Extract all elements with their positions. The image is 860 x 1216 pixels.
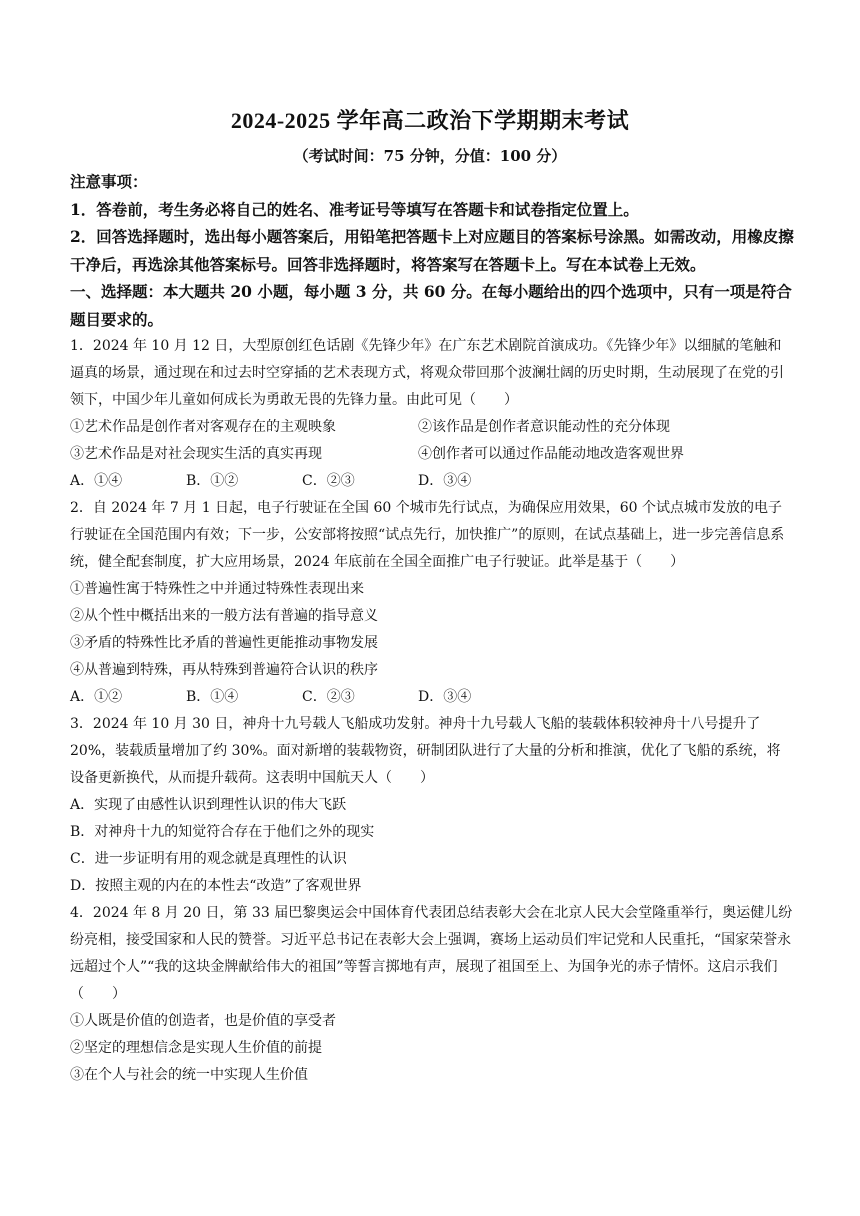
question-2 xyxy=(70,495,794,711)
statement-1: ①艺术作品是创作者对客观存在的主观映象 xyxy=(70,419,336,435)
statement-row xyxy=(70,441,794,468)
section-heading: 一、选择题：本大题共 20 小题，每小题 3 分，共 60 分。在每小题给出的四个选项中，只有一项是符合题目要求的。 xyxy=(70,282,792,329)
choice-d: D．按照主观的内在的本性去“改造”了客观世界 xyxy=(70,878,362,894)
choices-row xyxy=(70,684,794,711)
notes-heading: 注意事项： xyxy=(70,172,148,191)
question-4 xyxy=(70,900,794,1089)
choice-b: B．①② xyxy=(186,473,239,489)
note-item-2: 2．回答选择题时，选出每小题答案后，用铅笔把答题卡上对应题目的答案标号涂黑。如需改动，用橡皮擦干净后，再选涂其他答案标号。回答非选择题时，将答案写在答题卡上。写在本试卷上无效。 xyxy=(70,227,794,274)
statement-4: ④创作者可以通过作品能动地改造客观世界 xyxy=(418,446,684,462)
choice-b: B．对神舟十九的知觉符合存在于他们之外的现实 xyxy=(70,824,375,840)
statement-row xyxy=(70,414,794,441)
choice-c: C．进一步证明有用的观念就是真理性的认识 xyxy=(70,851,347,867)
question-stem: 3．2024 年 10 月 30 日，神舟十九号载人飞船成功发射。神舟十九号载人飞船的装载体积较神舟十八号提升了 20%，装载质量增加了约 30%。面对新增的装载物资，研制团队进行了大量的分析和推演，优化了飞船的系统，将设备更新换代，从而提升载荷。这表明中国航天人（ ） xyxy=(70,716,781,786)
statement-2: ②坚定的理想信念是实现人生价值的前提 xyxy=(70,1040,322,1056)
exam-body xyxy=(70,168,794,1089)
choice-a: A．①② xyxy=(70,689,123,705)
choices-row xyxy=(70,468,794,495)
choice-a: A．①④ xyxy=(70,473,123,489)
question-stem: 2．自 2024 年 7 月 1 日起，电子行驶证在全国 60 个城市先行试点，为确保应用效果，60 个试点城市发放的电子行驶证在全国范围内有效；下一步，公安部将按照“试点先行，加快推广”的原则，在试点基础上，进一步完善信息系统，健全配套制度，扩大应用场景，2024 年底前在全国全面推广电子行驶证。此举是基于（ ） xyxy=(70,500,785,570)
statement-2: ②该作品是创作者意识能动性的充分体现 xyxy=(418,419,670,435)
statement-2: ②从个性中概括出来的一般方法有普遍的指导意义 xyxy=(70,608,378,624)
statement-3: ③矛盾的特殊性比矛盾的普遍性更能推动事物发展 xyxy=(70,635,378,651)
question-stem: 4．2024 年 8 月 20 日，第 33 届巴黎奥运会中国体育代表团总结表彰大会在北京人民大会堂隆重举行，奥运健儿纷纷亮相，接受国家和人民的赞誉。习近平总书记在表彰大会上强调，赛场上运动员们牢记党和人民重托，“国家荣誉永远超过个人”“我的这块金牌献给伟大的祖国”等誓言掷地有声，展现了祖国至上、为国争光的赤子情怀。这启示我们（ ） xyxy=(70,905,793,1002)
choice-c: C．②③ xyxy=(302,689,355,705)
choice-b: B．①④ xyxy=(186,689,239,705)
choice-c: C．②③ xyxy=(302,473,355,489)
exam-title: 2024-2025 学年高二政治下学期期末考试 xyxy=(230,108,630,133)
question-3 xyxy=(70,711,794,900)
statement-3: ③艺术作品是对社会现实生活的真实再现 xyxy=(70,446,322,462)
statement-1: ①人既是价值的创造者，也是价值的享受者 xyxy=(70,1013,336,1029)
choice-d: D．③④ xyxy=(418,689,472,705)
statement-1: ①普遍性寓于特殊性之中并通过特殊性表现出来 xyxy=(70,581,364,597)
question-stem: 1．2024 年 10 月 12 日，大型原创红色话剧《先锋少年》在广东艺术剧院首演成功。《先锋少年》以细腻的笔触和逼真的场景，通过现在和过去时空穿插的艺术表现方式，将观众带回那个波澜壮阔的历史时期，生动展现了在党的引领下，中国少年儿童如何成长为勇敢无畏的先锋力量。由此可见（ ） xyxy=(70,338,784,408)
note-item-1: 1．答卷前，考生务必将自己的姓名、准考证号等填写在答题卡和试卷指定位置上。 xyxy=(70,199,639,219)
statement-3: ③在个人与社会的统一中实现人生价值 xyxy=(70,1067,308,1083)
exam-subtitle: （考试时间：75 分钟，分值：100 分） xyxy=(293,147,567,165)
statement-4: ④从普遍到特殊，再从特殊到普遍符合认识的秩序 xyxy=(70,662,378,678)
choice-a: A．实现了由感性认识到理性认识的伟大飞跃 xyxy=(70,797,347,813)
choice-d: D．③④ xyxy=(418,473,472,489)
question-1 xyxy=(70,333,794,495)
